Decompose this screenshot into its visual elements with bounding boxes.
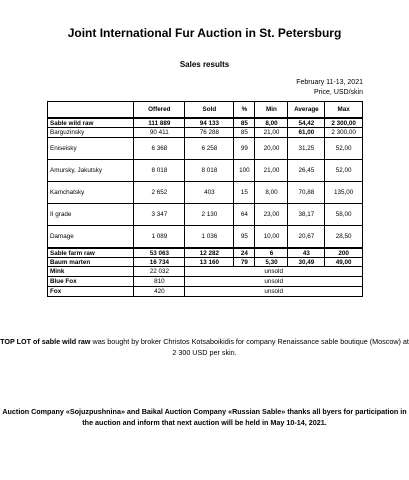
row-name: Damage bbox=[48, 226, 134, 249]
row-offered: 810 bbox=[134, 277, 185, 287]
closing-paragraph: Auction Company «Sojuzpushnina» and Baikal Auction Company «Russian Sable» thanks all byers for participation in the auction and inform that next auction will be held in May 10-14, 2021. bbox=[2, 407, 407, 427]
row-average: 38,17 bbox=[288, 204, 325, 226]
top-lot-text: was bought by broker Christos Kotsaboikidis for company Renaissance sable boutique (Moscow) at 2 300 USD per skin. bbox=[90, 337, 409, 357]
row-percent: 64 bbox=[234, 204, 255, 226]
document-title: Joint International Fur Auction in St. Petersburg bbox=[67, 26, 342, 40]
row-offered: 2 652 bbox=[134, 182, 185, 204]
header-max: Max bbox=[325, 102, 363, 119]
row-max: 52,00 bbox=[325, 160, 363, 182]
row-max: 2 300,00 bbox=[325, 118, 363, 128]
row-min: 8,00 bbox=[255, 118, 288, 128]
table-row bbox=[48, 258, 363, 267]
table-row bbox=[48, 226, 363, 249]
row-max: 200 bbox=[325, 248, 363, 258]
row-percent: 24 bbox=[234, 248, 255, 258]
row-average: 70,88 bbox=[288, 182, 325, 204]
row-average: 30,49 bbox=[288, 258, 325, 267]
row-average: 61,00 bbox=[288, 128, 325, 138]
row-min: 10,00 bbox=[255, 226, 288, 249]
row-name: Eniseisky bbox=[48, 138, 134, 160]
row-sold: 94 133 bbox=[185, 118, 234, 128]
row-min: 23,00 bbox=[255, 204, 288, 226]
row-name: Blue Fox bbox=[48, 277, 134, 287]
row-max: 52,00 bbox=[325, 138, 363, 160]
row-max: 49,00 bbox=[325, 258, 363, 267]
row-unsold: unsold bbox=[185, 287, 363, 297]
row-sold: 76 288 bbox=[185, 128, 234, 138]
row-offered: 111 889 bbox=[134, 118, 185, 128]
table-row bbox=[48, 160, 363, 182]
row-average: 20,67 bbox=[288, 226, 325, 249]
row-percent: 15 bbox=[234, 182, 255, 204]
row-name: Mink bbox=[48, 267, 134, 277]
row-name: Kamchatsky bbox=[48, 182, 134, 204]
row-sold: 6 258 bbox=[185, 138, 234, 160]
table-header-row bbox=[48, 102, 363, 119]
row-name: Amursky, Jakutsky bbox=[48, 160, 134, 182]
row-min: 21,00 bbox=[255, 128, 288, 138]
row-offered: 53 063 bbox=[134, 248, 185, 258]
row-sold: 2 130 bbox=[185, 204, 234, 226]
row-sold: 13 160 bbox=[185, 258, 234, 267]
row-min: 8,00 bbox=[255, 182, 288, 204]
table-row bbox=[48, 287, 363, 297]
row-sold: 1 036 bbox=[185, 226, 234, 249]
sales-results-table bbox=[47, 101, 363, 297]
row-sold: 8 018 bbox=[185, 160, 234, 182]
table-row bbox=[48, 182, 363, 204]
row-max: 58,00 bbox=[325, 204, 363, 226]
table-row bbox=[48, 277, 363, 287]
row-average: 54,42 bbox=[288, 118, 325, 128]
row-percent: 85 bbox=[234, 128, 255, 138]
table-row bbox=[48, 138, 363, 160]
price-note: Price, USD/skin bbox=[313, 89, 363, 96]
row-name: Barguzinsky bbox=[48, 128, 134, 138]
header-min: Min bbox=[255, 102, 288, 119]
header-average: Average bbox=[288, 102, 325, 119]
row-name: Sable farm raw bbox=[48, 248, 134, 258]
header-offered: Offered bbox=[134, 102, 185, 119]
row-percent: 99 bbox=[234, 138, 255, 160]
row-offered: 1 089 bbox=[134, 226, 185, 249]
row-offered: 420 bbox=[134, 287, 185, 297]
row-min: 5,30 bbox=[255, 258, 288, 267]
row-percent: 100 bbox=[234, 160, 255, 182]
row-max: 28,50 bbox=[325, 226, 363, 249]
row-name: Baum marten bbox=[48, 258, 134, 267]
document-subtitle: Sales results bbox=[179, 60, 230, 69]
table-row bbox=[48, 118, 363, 128]
row-name: Fox bbox=[48, 287, 134, 297]
top-lot-lead: TOP LOT of sable wild raw bbox=[0, 337, 91, 346]
row-average: 31,25 bbox=[288, 138, 325, 160]
row-offered: 6 368 bbox=[134, 138, 185, 160]
table-row bbox=[48, 204, 363, 226]
row-average: 43 bbox=[288, 248, 325, 258]
row-offered: 22 032 bbox=[134, 267, 185, 277]
row-max: 135,00 bbox=[325, 182, 363, 204]
row-min: 20,00 bbox=[255, 138, 288, 160]
row-sold: 12 282 bbox=[185, 248, 234, 258]
table-row bbox=[48, 128, 363, 138]
row-offered: 16 734 bbox=[134, 258, 185, 267]
table-row bbox=[48, 248, 363, 258]
row-min: 21,00 bbox=[255, 160, 288, 182]
row-name: II grade bbox=[48, 204, 134, 226]
header-percent: % bbox=[234, 102, 255, 119]
header-sold: Sold bbox=[185, 102, 234, 119]
row-offered: 8 018 bbox=[134, 160, 185, 182]
row-offered: 90 411 bbox=[134, 128, 185, 138]
header-item bbox=[48, 102, 134, 119]
row-name: Sable wild raw bbox=[48, 118, 134, 128]
row-percent: 79 bbox=[234, 258, 255, 267]
row-unsold: unsold bbox=[185, 267, 363, 277]
table-row bbox=[48, 267, 363, 277]
document-meta bbox=[296, 78, 363, 98]
row-percent: 95 bbox=[234, 226, 255, 249]
row-offered: 3 347 bbox=[134, 204, 185, 226]
row-percent: 85 bbox=[234, 118, 255, 128]
row-unsold: unsold bbox=[185, 277, 363, 287]
auction-date: February 11-13, 2021 bbox=[296, 79, 363, 86]
top-lot-paragraph bbox=[0, 336, 409, 358]
row-average: 26,45 bbox=[288, 160, 325, 182]
row-min: 6 bbox=[255, 248, 288, 258]
row-max: 2 300,00 bbox=[325, 128, 363, 138]
row-sold: 403 bbox=[185, 182, 234, 204]
